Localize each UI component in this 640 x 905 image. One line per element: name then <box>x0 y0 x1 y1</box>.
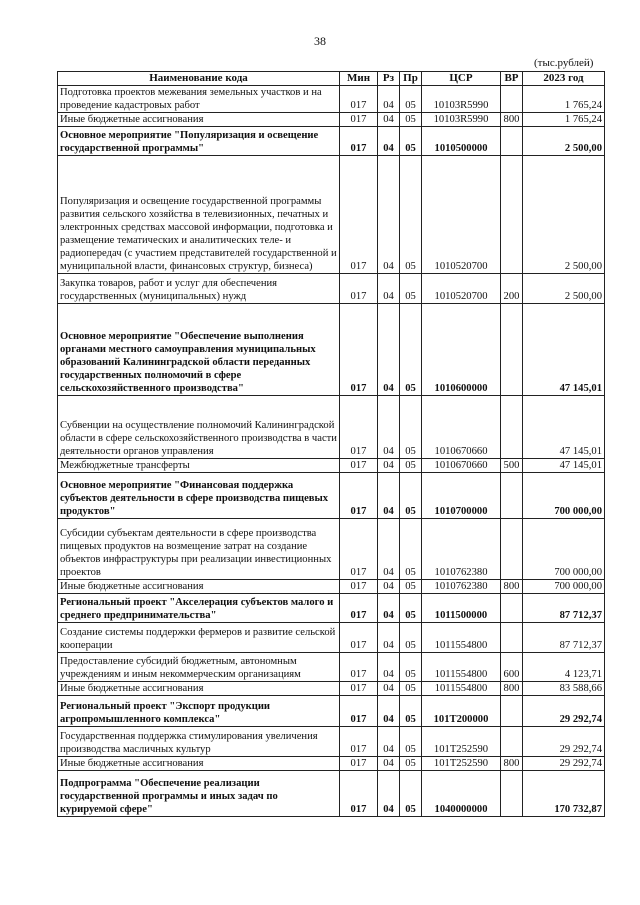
cell-rz: 04 <box>378 519 400 580</box>
cell-min: 017 <box>340 113 378 127</box>
cell-name: Субсидии субъектам деятельности в сфере производства пищевых продуктов на возмещение затрат на создание объектов инфраструктуры при реализации инвестиционных проектов <box>58 519 340 580</box>
cell-min: 017 <box>340 396 378 459</box>
table-row <box>58 682 605 696</box>
cell-vr: 800 <box>501 113 523 127</box>
cell-name: Основное мероприятие "Финансовая поддержка субъектов деятельности в сфере производства пищевых продуктов" <box>58 473 340 519</box>
cell-name: Создание системы поддержки фермеров и развитие сельской кооперации <box>58 623 340 653</box>
cell-min: 017 <box>340 757 378 771</box>
cell-vr <box>501 696 523 727</box>
cell-vr <box>501 473 523 519</box>
cell-amount: 1 765,24 <box>523 113 605 127</box>
cell-pr: 05 <box>400 727 422 757</box>
cell-amount: 700 000,00 <box>523 580 605 594</box>
cell-min: 017 <box>340 696 378 727</box>
cell-vr <box>501 156 523 274</box>
header-year: 2023 год <box>523 72 605 86</box>
cell-csr: 1040000000 <box>422 771 501 817</box>
cell-rz: 04 <box>378 594 400 623</box>
cell-name: Подготовка проектов межевания земельных участков и на проведение кадастровых работ <box>58 86 340 113</box>
cell-min: 017 <box>340 459 378 473</box>
cell-name: Иные бюджетные ассигнования <box>58 580 340 594</box>
header-pr: Пр <box>400 72 422 86</box>
cell-vr <box>501 771 523 817</box>
cell-pr: 05 <box>400 396 422 459</box>
cell-rz: 04 <box>378 127 400 156</box>
cell-vr <box>501 623 523 653</box>
cell-min: 017 <box>340 623 378 653</box>
cell-name: Государственная поддержка стимулирования увеличения производства масличных культур <box>58 727 340 757</box>
table-row <box>58 396 605 459</box>
cell-name: Основное мероприятие "Популяризация и освещение государственной программы" <box>58 127 340 156</box>
cell-vr <box>501 396 523 459</box>
cell-pr: 05 <box>400 757 422 771</box>
cell-rz: 04 <box>378 274 400 304</box>
cell-min: 017 <box>340 682 378 696</box>
cell-amount: 2 500,00 <box>523 156 605 274</box>
cell-csr: 101T200000 <box>422 696 501 727</box>
cell-pr: 05 <box>400 473 422 519</box>
cell-vr <box>501 727 523 757</box>
cell-csr: 101T252590 <box>422 757 501 771</box>
cell-vr: 800 <box>501 682 523 696</box>
cell-min: 017 <box>340 86 378 113</box>
header-vr: ВР <box>501 72 523 86</box>
cell-name: Популяризация и освещение государственной программы развития сельского хозяйства в телевизионных, печатных и электронных средствах массовой информации, подготовка и размещение тематических и аналитических теле- и радиопередач (с участием представителей государственной и муниципальной власти, финансовых структур, бизнеса) <box>58 156 340 274</box>
cell-rz: 04 <box>378 623 400 653</box>
cell-csr: 1010600000 <box>422 304 501 396</box>
cell-min: 017 <box>340 594 378 623</box>
cell-csr: 1010670660 <box>422 396 501 459</box>
cell-pr: 05 <box>400 113 422 127</box>
cell-vr <box>501 127 523 156</box>
cell-name: Закупка товаров, работ и услуг для обеспечения государственных (муниципальных) нужд <box>58 274 340 304</box>
cell-amount: 29 292,74 <box>523 757 605 771</box>
page-number: 38 <box>314 34 326 48</box>
cell-vr: 800 <box>501 757 523 771</box>
cell-csr: 1011554800 <box>422 623 501 653</box>
cell-name: Иные бюджетные ассигнования <box>58 682 340 696</box>
cell-pr: 05 <box>400 156 422 274</box>
cell-csr: 1010500000 <box>422 127 501 156</box>
cell-vr: 200 <box>501 274 523 304</box>
cell-pr: 05 <box>400 127 422 156</box>
units-label: (тыс.рублей) <box>534 57 594 69</box>
table-row <box>58 459 605 473</box>
table-row <box>58 274 605 304</box>
table-row <box>58 771 605 817</box>
cell-amount: 4 123,71 <box>523 653 605 682</box>
header-min: Мин <box>340 72 378 86</box>
table-row <box>58 653 605 682</box>
cell-min: 017 <box>340 727 378 757</box>
cell-pr: 05 <box>400 519 422 580</box>
cell-csr: 10103R5990 <box>422 86 501 113</box>
cell-amount: 47 145,01 <box>523 396 605 459</box>
cell-pr: 05 <box>400 580 422 594</box>
cell-pr: 05 <box>400 274 422 304</box>
cell-name: Субвенции на осуществление полномочий Калининградской области в сфере сельскохозяйственного производства в части деятельности органов управления <box>58 396 340 459</box>
table-row <box>58 113 605 127</box>
cell-min: 017 <box>340 653 378 682</box>
cell-vr: 500 <box>501 459 523 473</box>
cell-min: 017 <box>340 473 378 519</box>
cell-csr: 1011554800 <box>422 653 501 682</box>
table-row <box>58 156 605 274</box>
cell-rz: 04 <box>378 304 400 396</box>
cell-csr: 1010520700 <box>422 274 501 304</box>
cell-csr: 1011500000 <box>422 594 501 623</box>
cell-name: Межбюджетные трансферты <box>58 459 340 473</box>
cell-pr: 05 <box>400 771 422 817</box>
table-row <box>58 594 605 623</box>
cell-amount: 170 732,87 <box>523 771 605 817</box>
cell-min: 017 <box>340 304 378 396</box>
cell-csr: 1010700000 <box>422 473 501 519</box>
cell-csr: 1010520700 <box>422 156 501 274</box>
cell-csr: 1011554800 <box>422 682 501 696</box>
cell-vr <box>501 304 523 396</box>
cell-rz: 04 <box>378 696 400 727</box>
cell-min: 017 <box>340 156 378 274</box>
cell-vr <box>501 519 523 580</box>
cell-min: 017 <box>340 519 378 580</box>
cell-rz: 04 <box>378 727 400 757</box>
cell-name: Предоставление субсидий бюджетным, автономным учреждениям и иным некоммерческим организациям <box>58 653 340 682</box>
cell-name: Региональный проект "Акселерация субъектов малого и среднего предпринимательства" <box>58 594 340 623</box>
cell-csr: 1010670660 <box>422 459 501 473</box>
cell-pr: 05 <box>400 86 422 113</box>
cell-amount: 2 500,00 <box>523 127 605 156</box>
cell-min: 017 <box>340 580 378 594</box>
cell-amount: 47 145,01 <box>523 459 605 473</box>
cell-min: 017 <box>340 127 378 156</box>
cell-csr: 10103R5990 <box>422 113 501 127</box>
cell-rz: 04 <box>378 757 400 771</box>
cell-vr: 800 <box>501 580 523 594</box>
cell-rz: 04 <box>378 580 400 594</box>
cell-pr: 05 <box>400 696 422 727</box>
header-rz: Рз <box>378 72 400 86</box>
table-row <box>58 623 605 653</box>
cell-vr: 600 <box>501 653 523 682</box>
cell-pr: 05 <box>400 623 422 653</box>
cell-amount: 29 292,74 <box>523 696 605 727</box>
cell-pr: 05 <box>400 594 422 623</box>
table-row <box>58 304 605 396</box>
cell-rz: 04 <box>378 771 400 817</box>
cell-csr: 101T252590 <box>422 727 501 757</box>
cell-pr: 05 <box>400 682 422 696</box>
header-name: Наименование кода <box>58 72 340 86</box>
cell-rz: 04 <box>378 459 400 473</box>
cell-rz: 04 <box>378 396 400 459</box>
cell-name: Подпрограмма "Обеспечение реализации государственной программы и иных задач по курируемой сфере" <box>58 771 340 817</box>
cell-name: Иные бюджетные ассигнования <box>58 113 340 127</box>
cell-rz: 04 <box>378 473 400 519</box>
table-row <box>58 127 605 156</box>
table-row <box>58 473 605 519</box>
header-csr: ЦСР <box>422 72 501 86</box>
cell-vr <box>501 86 523 113</box>
cell-csr: 1010762380 <box>422 519 501 580</box>
cell-amount: 87 712,37 <box>523 594 605 623</box>
cell-rz: 04 <box>378 682 400 696</box>
cell-amount: 2 500,00 <box>523 274 605 304</box>
table-row <box>58 86 605 113</box>
cell-vr <box>501 594 523 623</box>
budget-table <box>57 71 605 817</box>
cell-csr: 1010762380 <box>422 580 501 594</box>
cell-rz: 04 <box>378 653 400 682</box>
table-row <box>58 727 605 757</box>
cell-name: Иные бюджетные ассигнования <box>58 757 340 771</box>
cell-amount: 29 292,74 <box>523 727 605 757</box>
table-row <box>58 757 605 771</box>
cell-name: Региональный проект "Экспорт продукции агропромышленного комплекса" <box>58 696 340 727</box>
table-header-row <box>58 72 605 86</box>
cell-amount: 700 000,00 <box>523 473 605 519</box>
cell-rz: 04 <box>378 113 400 127</box>
cell-amount: 1 765,24 <box>523 86 605 113</box>
cell-name: Основное мероприятие "Обеспечение выполнения органами местного самоуправления муниципальных образований Калининградской области переданных государственных полномочий в сфере сельскохозяйственного производства" <box>58 304 340 396</box>
cell-min: 017 <box>340 274 378 304</box>
cell-amount: 83 588,66 <box>523 682 605 696</box>
cell-amount: 87 712,37 <box>523 623 605 653</box>
cell-min: 017 <box>340 771 378 817</box>
cell-pr: 05 <box>400 304 422 396</box>
table-row <box>58 519 605 580</box>
cell-pr: 05 <box>400 653 422 682</box>
cell-pr: 05 <box>400 459 422 473</box>
table-row <box>58 696 605 727</box>
table-row <box>58 580 605 594</box>
cell-rz: 04 <box>378 86 400 113</box>
cell-rz: 04 <box>378 156 400 274</box>
cell-amount: 700 000,00 <box>523 519 605 580</box>
cell-amount: 47 145,01 <box>523 304 605 396</box>
